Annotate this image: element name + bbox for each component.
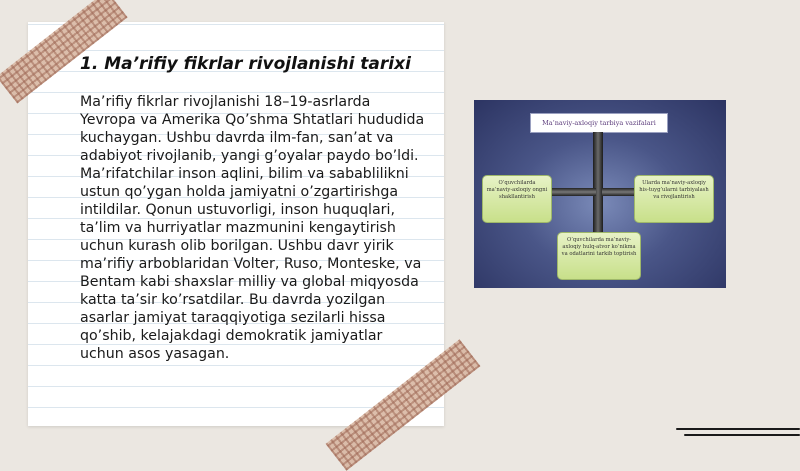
slide-title: 1. Ma’rifiy fikrlar rivojlanishi tarixi	[80, 54, 411, 74]
diagram-connector-left	[550, 188, 596, 196]
diagram-image	[474, 100, 726, 288]
diagram-connector-right	[602, 188, 638, 196]
decorative-lines	[676, 426, 800, 442]
diagram-box-right: Ularda ma’naviy-axloqiy his-tuyg’ularni tarbiyalash va rivojlantirish	[634, 175, 714, 223]
decorative-line	[684, 434, 800, 436]
diagram-box-bottom: O’quvchilarda ma’naviy-axloqiy hulq-atvor ko’nikma va odatlarini tarkib toptirish	[557, 232, 641, 280]
diagram-connector-vertical	[593, 132, 603, 236]
diagram-box-left: O’quvchilarda ma’naviy-axloqiy ongni shakllantirish	[482, 175, 552, 223]
diagram-title: Ma’naviy-axloqiy tarbiya vazifalari	[530, 113, 668, 133]
decorative-line	[676, 428, 800, 430]
slide-body-text: Ma’rifiy fikrlar rivojlanishi 18–19-asrlarda Yevropa va Amerika Qo’shma Shtatlari hududida kuchaygan. Ushbu davrda ilm-fan, san’at va adabiyot rivojlanib, yangi g’oyalar paydo bo’ldi. Ma’rifatchilar inson aqlini, bilim va sabablilikni ustun qo’ygan holda jamiyatni o’zgartirishga intildilar. Qonun ustuvorligi, inson huquqlari, ta’lim va hurriyatlar mazmunini kengaytirish uchun kurash olib borilgan. Ushbu davr yirik ma’rifiy arboblaridan Volter, Ruso, Monteske, va Bentam kabi shaxslar milliy va global miqyosda katta ta’sir ko’rsatdilar. Bu davrda yozilgan asarlar jamiyat taraqqiyotiga sezilarli hissa qo’shib, kelajakdagi demokratik jamiyatlar uchun asos yasagan.	[80, 94, 425, 362]
